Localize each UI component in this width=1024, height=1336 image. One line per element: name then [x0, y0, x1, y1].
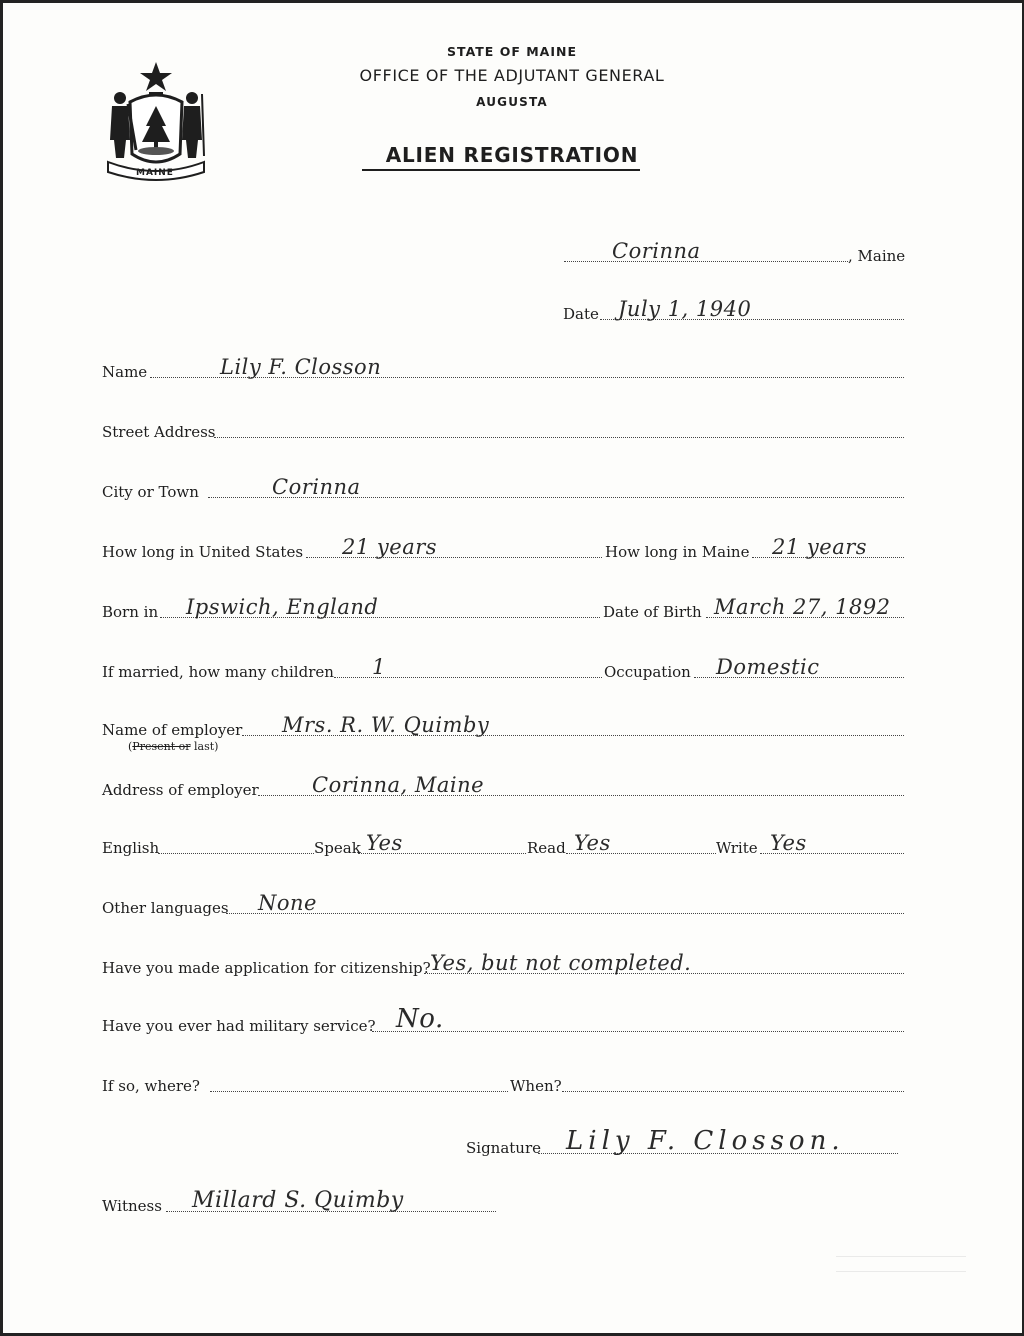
- name-label: Name: [102, 363, 148, 381]
- signature-field: [0, 1126, 1024, 1157]
- write-label: Write: [716, 839, 758, 857]
- employer-address-label: Address of employer: [102, 781, 259, 799]
- children-label: If married, how many children: [102, 663, 334, 681]
- header-city: AUGUSTA: [476, 95, 548, 109]
- date-field: [0, 296, 1024, 322]
- seal-motto: MAINE: [136, 168, 174, 178]
- children-value: 1: [372, 655, 386, 679]
- employer-address-field: [0, 772, 1024, 798]
- header-office: OFFICE OF THE ADJUTANT GENERAL: [359, 66, 665, 85]
- employer-address-value: Corinna, Maine: [312, 773, 485, 797]
- citizenship-value: Yes, but not completed.: [430, 951, 692, 975]
- military-value: No.: [396, 1004, 444, 1034]
- where-when-field: [0, 1068, 1024, 1094]
- birth-field: [0, 594, 1024, 620]
- date-label: Date: [563, 305, 599, 323]
- maine-duration-value: 21 years: [772, 535, 868, 559]
- english-label: English: [102, 839, 160, 857]
- us-duration-value: 21 years: [342, 535, 438, 559]
- other-languages-label: Other languages: [102, 899, 229, 917]
- header-state: STATE OF MAINE: [447, 44, 577, 59]
- city-value: Corinna: [272, 475, 361, 499]
- faint-stamp: [836, 1256, 966, 1272]
- city-field: [0, 474, 1024, 500]
- employer-label: Name of employer: [102, 721, 243, 739]
- birth-date-label: Date of Birth: [603, 603, 702, 621]
- other-languages-value: None: [258, 891, 317, 915]
- where-label: If so, where?: [102, 1077, 200, 1095]
- military-label: Have you ever had military service?: [102, 1017, 376, 1035]
- write-value: Yes: [770, 831, 807, 855]
- speak-label: Speak: [314, 839, 361, 857]
- employer-sublabel: (Present or last): [128, 740, 219, 753]
- witness-value: Millard S. Quimby: [192, 1188, 404, 1213]
- when-label: When?: [510, 1077, 562, 1095]
- date-value: July 1, 1940: [618, 297, 752, 321]
- occupation-value: Domestic: [716, 655, 820, 679]
- born-in-value: Ipswich, England: [186, 595, 379, 619]
- read-value: Yes: [574, 831, 611, 855]
- military-field: [0, 1004, 1024, 1035]
- duration-field: [0, 534, 1024, 560]
- born-in-label: Born in: [102, 603, 159, 621]
- title-underline: [362, 169, 640, 171]
- occupation-label: Occupation: [604, 663, 691, 681]
- town-suffix: , Maine: [848, 247, 906, 265]
- witness-field: [0, 1188, 1024, 1214]
- citizenship-field: [0, 950, 1024, 976]
- town-field: [0, 238, 1024, 264]
- maine-duration-label: How long in Maine: [605, 543, 750, 561]
- english-field: [0, 830, 1024, 856]
- signature-value: Lily F. Closson.: [566, 1126, 845, 1156]
- witness-label: Witness: [102, 1197, 162, 1215]
- street-address-label: Street Address: [102, 423, 216, 441]
- us-duration-label: How long in United States: [102, 543, 304, 561]
- read-label: Read: [527, 839, 566, 857]
- town-value: Corinna: [612, 239, 701, 263]
- other-languages-field: [0, 890, 1024, 916]
- street-address-field: [0, 414, 1024, 440]
- employer-field: [0, 712, 1024, 738]
- city-label: City or Town: [102, 483, 199, 501]
- form-title: ALIEN REGISTRATION: [385, 143, 639, 167]
- speak-value: Yes: [366, 831, 403, 855]
- employer-value: Mrs. R. W. Quimby: [282, 713, 490, 737]
- signature-label: Signature: [466, 1139, 542, 1157]
- name-field: [0, 354, 1024, 380]
- name-value: Lily F. Closson: [220, 355, 382, 379]
- citizenship-label: Have you made application for citizenship?: [102, 959, 431, 977]
- children-occupation-field: [0, 654, 1024, 680]
- birth-date-value: March 27, 1892: [714, 595, 891, 619]
